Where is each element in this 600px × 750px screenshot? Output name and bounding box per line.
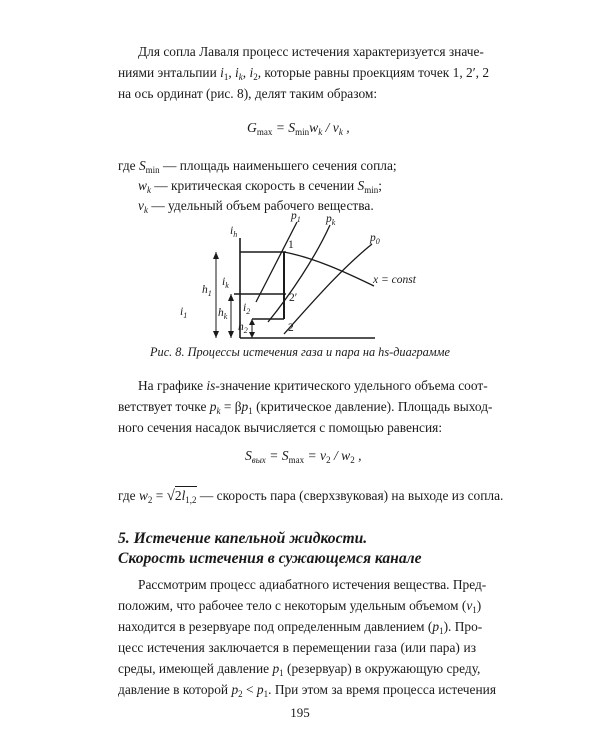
paragraph3-line6: давление в которой $p_2 < p_1$. При этом за время процесса истечения <box>118 682 496 699</box>
definition-vk: $v_k$ — удельный объем рабочего вещества. <box>138 198 374 215</box>
svg-text:1: 1 <box>288 239 294 251</box>
svg-text:2: 2 <box>288 322 294 334</box>
paragraph2-line1: На графике is-значение критического удельного объема соот- <box>138 378 488 393</box>
label-x-const: x = const <box>373 274 416 286</box>
paragraph3-line5: среды, имеющей давление $p_1$ (резервуар) в окружающую среду, <box>118 661 481 678</box>
paragraph3-line3: находится в резервуаре под определенным давлением $(p_1)$. Про- <box>118 619 483 636</box>
paragraph3-line2: положим, что рабочее тело с некоторым удельным объемом $(v_1)$ <box>118 598 482 615</box>
svg-text:i2: $i_2$ <box>243 302 251 316</box>
formula-s-exit: $S_{вых} = S_{max} = v_2 / w_2$ , <box>245 448 362 465</box>
svg-text:pk: $p_k$ <box>326 213 336 227</box>
section-heading-line1: 5. Истечение капельной жидкости. <box>118 530 368 547</box>
isobar-pk <box>268 225 330 322</box>
formula-gmax: $G_{max} = S_{min}w_k / v_k$ , <box>247 120 350 137</box>
paragraph1-line1: Для сопла Лаваля процесс истечения характеризуется значе- <box>138 44 484 59</box>
figure-caption: Рис. 8. Процессы истечения газа и пара на hs-диаграмме <box>150 345 450 359</box>
velocity-line: где $w_2 = √2l_{1,2}$ — скорость пара (сверхзвуковая) на выходе из сопла. <box>118 488 504 505</box>
page-number: 195 <box>290 705 310 720</box>
svg-text:ik: $i_k$ <box>222 276 229 290</box>
svg-text:2′: 2′ <box>289 292 298 304</box>
svg-text:ih: $i_h$ <box>230 225 238 239</box>
svg-text:p0: $p_0$ <box>370 232 380 246</box>
svg-text:p1: $p_1$ <box>291 210 301 224</box>
section-heading-line2: Скорость истечения в сужающемся канале <box>118 550 422 567</box>
svg-text:i1: $i_1$ <box>180 306 188 320</box>
isobar-p0 <box>284 244 372 334</box>
paragraph2-line3: ного сечения насадок вычисляется с помощью равенсия: <box>118 420 443 435</box>
svg-text:hk: $h_k$ <box>218 307 228 321</box>
paragraph1-line2: ниями энтальпии $i_1$, $i_k$, $i_2$, которые равны проекциям точек 1, 2′, 2 <box>118 65 490 82</box>
svg-text:h1: $h_1$ <box>202 284 212 298</box>
svg-text:h2: $h_2$ <box>238 321 248 335</box>
definition-smin: где $S_{min}$ — площадь наименьшего сечения сопла; <box>118 158 397 175</box>
paragraph3-line4: цесс истечения заключается в перемещении газа (или пара) из <box>118 640 476 655</box>
isobar-p1 <box>256 222 297 302</box>
paragraph2-line2: ветствует точке $p_k = \beta p_1$ (критическое давление). Площадь выход- <box>118 399 493 416</box>
paragraph1-line3: на ось ординат (рис. 8), делят таким образом: <box>118 86 378 101</box>
paragraph3-line1: Рассмотрим процесс адиабатного истечения вещества. Пред- <box>138 577 487 592</box>
definition-wk: $w_k$ — критическая скорость в сечении $S_{min}$; <box>138 178 382 195</box>
